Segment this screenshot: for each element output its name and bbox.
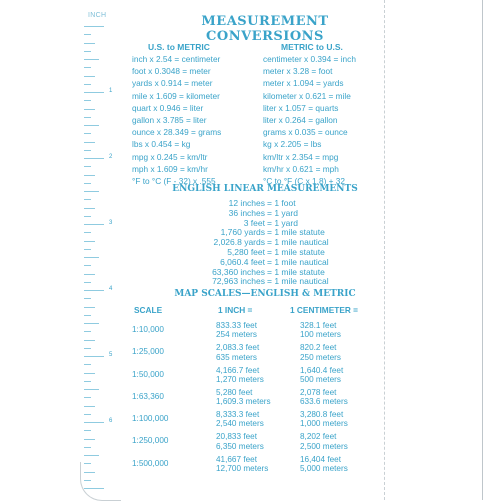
linear-left: 12 inches (228, 198, 265, 208)
conversion-row: meter x 1.094 = yards (263, 78, 344, 89)
inch-cell (216, 366, 264, 384)
linear-heading: ENGLISH LINEAR MEASUREMENTS (172, 184, 358, 194)
conversion-row: centimeter x 0.394 = inch (263, 54, 356, 64)
ruler-tick (84, 232, 91, 233)
ruler-tick (84, 488, 104, 489)
conversion-row: quart x 0.946 = liter (132, 102, 204, 113)
ruler-tick (84, 175, 95, 176)
ruler-tick (84, 84, 91, 85)
conversion-row: liter x 1.057 = quarts (263, 102, 339, 113)
linear-row (140, 277, 390, 287)
ruler-tick (84, 59, 99, 60)
table-row (132, 321, 392, 343)
linear-row (140, 238, 390, 248)
ruler-tick (84, 373, 95, 374)
ruler-tick (84, 208, 95, 209)
inch-cell (216, 455, 268, 473)
cm-feet: 3,280.8 feet (300, 410, 344, 420)
ruler-tick (84, 67, 91, 68)
inch-meters: 2,540 meters (216, 419, 264, 429)
linear-row (140, 258, 390, 268)
ruler-tick (84, 183, 91, 184)
linear-right: = 1 foot (267, 198, 296, 208)
inch-cell (216, 321, 257, 339)
conversion-row: mile x 1.609 = kilometer (132, 90, 220, 101)
inch-feet: 833.33 feet (216, 321, 257, 330)
cm-cell (300, 343, 341, 361)
linear-left: 1,760 yards (220, 227, 265, 238)
conversion-row: kg x 2.205 = lbs (263, 139, 322, 150)
inch-meters: 1,609.3 meters (216, 397, 271, 407)
ruler-tick (84, 199, 91, 200)
ruler-tick (84, 323, 99, 324)
ruler-number: 6 (109, 418, 113, 424)
conversion-row: lbs x 0.454 = kg (132, 139, 191, 150)
cm-meters: 633.6 meters (300, 397, 348, 407)
conversion-row: yards x 0.914 = meter (132, 78, 213, 89)
conversion-row: °C to °F (C x 1.8) + 32 (263, 176, 346, 187)
inch-column-header: 1 INCH = (218, 305, 253, 315)
conversion-row: mph x 1.609 = km/hr (132, 163, 208, 174)
inch-meters: 254 meters (216, 330, 257, 340)
linear-right: = 1 mile nautical (267, 276, 329, 287)
metric-to-us-heading: METRIC to U.S. (281, 42, 343, 52)
ruler-tick (84, 274, 95, 275)
cm-feet: 820.2 feet (300, 343, 337, 353)
cm-meters: 250 meters (300, 352, 341, 362)
conversion-row: mpg x 0.245 = km/ltr (132, 151, 208, 162)
conversion-row: grams x 0.035 = ounce (263, 127, 348, 138)
map-scales-table (132, 321, 392, 477)
ruler-tick (84, 447, 91, 448)
cm-cell (300, 410, 348, 428)
ruler-tick (84, 150, 91, 151)
inch-feet: 41,667 feet (216, 454, 257, 464)
scale-column-header: SCALE (134, 305, 163, 315)
ruler-tick (84, 265, 91, 266)
linear-right: = 1 yard (267, 217, 298, 228)
inch-meters: 635 meters (216, 352, 257, 362)
linear-row (140, 209, 390, 219)
cm-cell (300, 455, 348, 473)
ruler-tick (84, 422, 104, 423)
linear-left: 72,963 inches (212, 276, 265, 287)
ruler-tick (84, 331, 91, 332)
cm-cell (300, 432, 348, 450)
linear-right: = 1 mile statute (267, 246, 325, 257)
linear-right: = 1 mile nautical (267, 256, 329, 267)
cm-meters: 1,000 meters (300, 419, 348, 429)
linear-right: = 1 yard (267, 207, 298, 218)
ruler-tick (84, 100, 91, 101)
conversion-row: °F to °C (F - 32) x .555 (132, 176, 216, 187)
ruler-number: 1 (109, 88, 113, 94)
cm-feet: 1,640.4 feet (300, 365, 344, 375)
linear-left: 2,026.8 yards (213, 237, 265, 248)
linear-left: 36 inches (228, 207, 265, 218)
inch-meters: 6,350 meters (216, 441, 264, 451)
linear-table (140, 199, 390, 287)
inch-feet: 5,280 feet (216, 387, 253, 397)
scale-cell: 1:50,000 (132, 369, 164, 379)
conversion-row: km/ltr x 2.354 = mpg (263, 151, 339, 162)
linear-row (140, 228, 390, 238)
ruler-tick (84, 430, 91, 431)
ruler-tick (84, 307, 95, 308)
cm-feet: 8,202 feet (300, 432, 337, 442)
ruler-number: 3 (109, 220, 113, 226)
inch-meters: 1,270 meters (216, 374, 264, 384)
cm-cell (300, 388, 348, 406)
linear-right: = 1 mile statute (267, 266, 325, 277)
linear-left: 5,280 feet (227, 246, 265, 257)
scale-cell: 1:63,360 (132, 391, 164, 401)
ruler-tick (84, 125, 99, 126)
inch-feet: 20,833 feet (216, 432, 257, 442)
linear-row (140, 268, 390, 278)
linear-left: 6,060.4 feet (220, 256, 265, 267)
linear-row (140, 248, 390, 258)
scale-cell: 1:100,000 (132, 414, 169, 424)
cm-meters: 2,500 meters (300, 441, 348, 451)
cm-feet: 328.1 feet (300, 321, 337, 330)
ruler-tick (84, 315, 91, 316)
linear-row (140, 219, 390, 229)
table-row (132, 410, 392, 432)
ruler-tick (84, 109, 95, 110)
ruler-tick (84, 43, 95, 44)
ruler-tick (84, 364, 91, 365)
conversion-row: liter x 0.264 = gallon (263, 115, 338, 126)
us-to-metric-heading: U.S. to METRIC (148, 42, 210, 52)
ruler-unit-label: INCH (88, 12, 107, 19)
map-scales-heading: MAP SCALES—ENGLISH & METRIC (174, 289, 356, 299)
cm-feet: 2,078 feet (300, 387, 337, 397)
ruler-tick (84, 290, 104, 291)
cm-cell (300, 366, 343, 384)
cm-cell (300, 321, 341, 339)
inch-ruler (84, 12, 124, 492)
cm-feet: 16,404 feet (300, 454, 341, 464)
table-row (132, 366, 392, 388)
ruler-tick (84, 34, 91, 35)
conversion-row: meter x 3.28 = foot (263, 66, 333, 77)
ruler-tick (84, 298, 91, 299)
linear-right: = 1 mile nautical (267, 237, 329, 248)
conversion-row: km/hr x 0.621 = mph (263, 163, 339, 174)
conversion-row: gallon x 3.785 = liter (132, 115, 207, 126)
inch-cell (216, 432, 264, 450)
metric-to-us-list (263, 53, 356, 187)
us-to-metric-list (132, 53, 221, 187)
linear-right: = 1 mile statute (267, 227, 325, 238)
conversion-row: ounce x 28.349 = grams (132, 127, 222, 138)
ruler-number: 2 (109, 154, 113, 160)
ruler-tick (84, 472, 95, 473)
ruler-tick (84, 455, 99, 456)
ruler-tick (84, 389, 99, 390)
conversion-row: kilometer x 0.621 = mile (263, 90, 351, 101)
inch-cell (216, 388, 271, 406)
inch-feet: 4,166.7 feet (216, 365, 260, 375)
ruler-tick (84, 26, 104, 27)
linear-row (140, 199, 390, 209)
ruler-tick (84, 241, 95, 242)
ruler-tick (84, 480, 91, 481)
cm-meters: 100 meters (300, 330, 341, 340)
centimeter-column-header: 1 CENTIMETER = (290, 305, 358, 315)
inch-meters: 12,700 meters (216, 463, 269, 473)
ruler-tick (84, 348, 91, 349)
inch-feet: 8,333.3 feet (216, 410, 260, 420)
ruler-tick (84, 158, 104, 159)
ruler-tick (84, 117, 91, 118)
ruler-tick (84, 282, 91, 283)
linear-left: 63,360 inches (212, 266, 265, 277)
ruler-tick (84, 76, 95, 77)
table-row (132, 343, 392, 365)
ruler-tick (84, 406, 95, 407)
scale-cell: 1:500,000 (132, 458, 169, 468)
scale-cell: 1:25,000 (132, 347, 164, 357)
ruler-tick (84, 257, 99, 258)
table-row (132, 388, 392, 410)
ruler-tick (84, 414, 91, 415)
table-row (132, 432, 392, 454)
scale-cell: 1:10,000 (132, 325, 164, 334)
page-title: MEASUREMENT CONVERSIONS (201, 14, 329, 44)
cm-meters: 5,000 meters (300, 463, 348, 473)
inch-feet: 2,083.3 feet (216, 343, 260, 353)
linear-left: 3 feet (243, 217, 265, 228)
ruler-tick (84, 439, 95, 440)
ruler-tick (84, 356, 104, 357)
ruler-tick (84, 142, 95, 143)
ruler-tick (84, 340, 95, 341)
ruler-tick (84, 224, 104, 225)
conversion-row: foot x 0.3048 = meter (132, 66, 211, 77)
ruler-tick (84, 133, 91, 134)
inch-cell (216, 343, 259, 361)
ruler-tick (84, 463, 91, 464)
ruler-tick (84, 397, 91, 398)
ruler-tick (84, 191, 99, 192)
inch-cell (216, 410, 264, 428)
ruler-tick (84, 216, 91, 217)
ruler-number: 4 (109, 286, 113, 292)
scale-cell: 1:250,000 (132, 436, 169, 446)
ruler-tick (84, 166, 91, 167)
ruler-tick (84, 51, 91, 52)
cm-meters: 500 meters (300, 374, 341, 384)
ruler-tick (84, 381, 91, 382)
ruler-tick (84, 249, 91, 250)
ruler-number: 5 (109, 352, 113, 358)
ruler-tick (84, 92, 104, 93)
conversion-row: inch x 2.54 = centimeter (132, 54, 221, 64)
table-row (132, 455, 392, 477)
